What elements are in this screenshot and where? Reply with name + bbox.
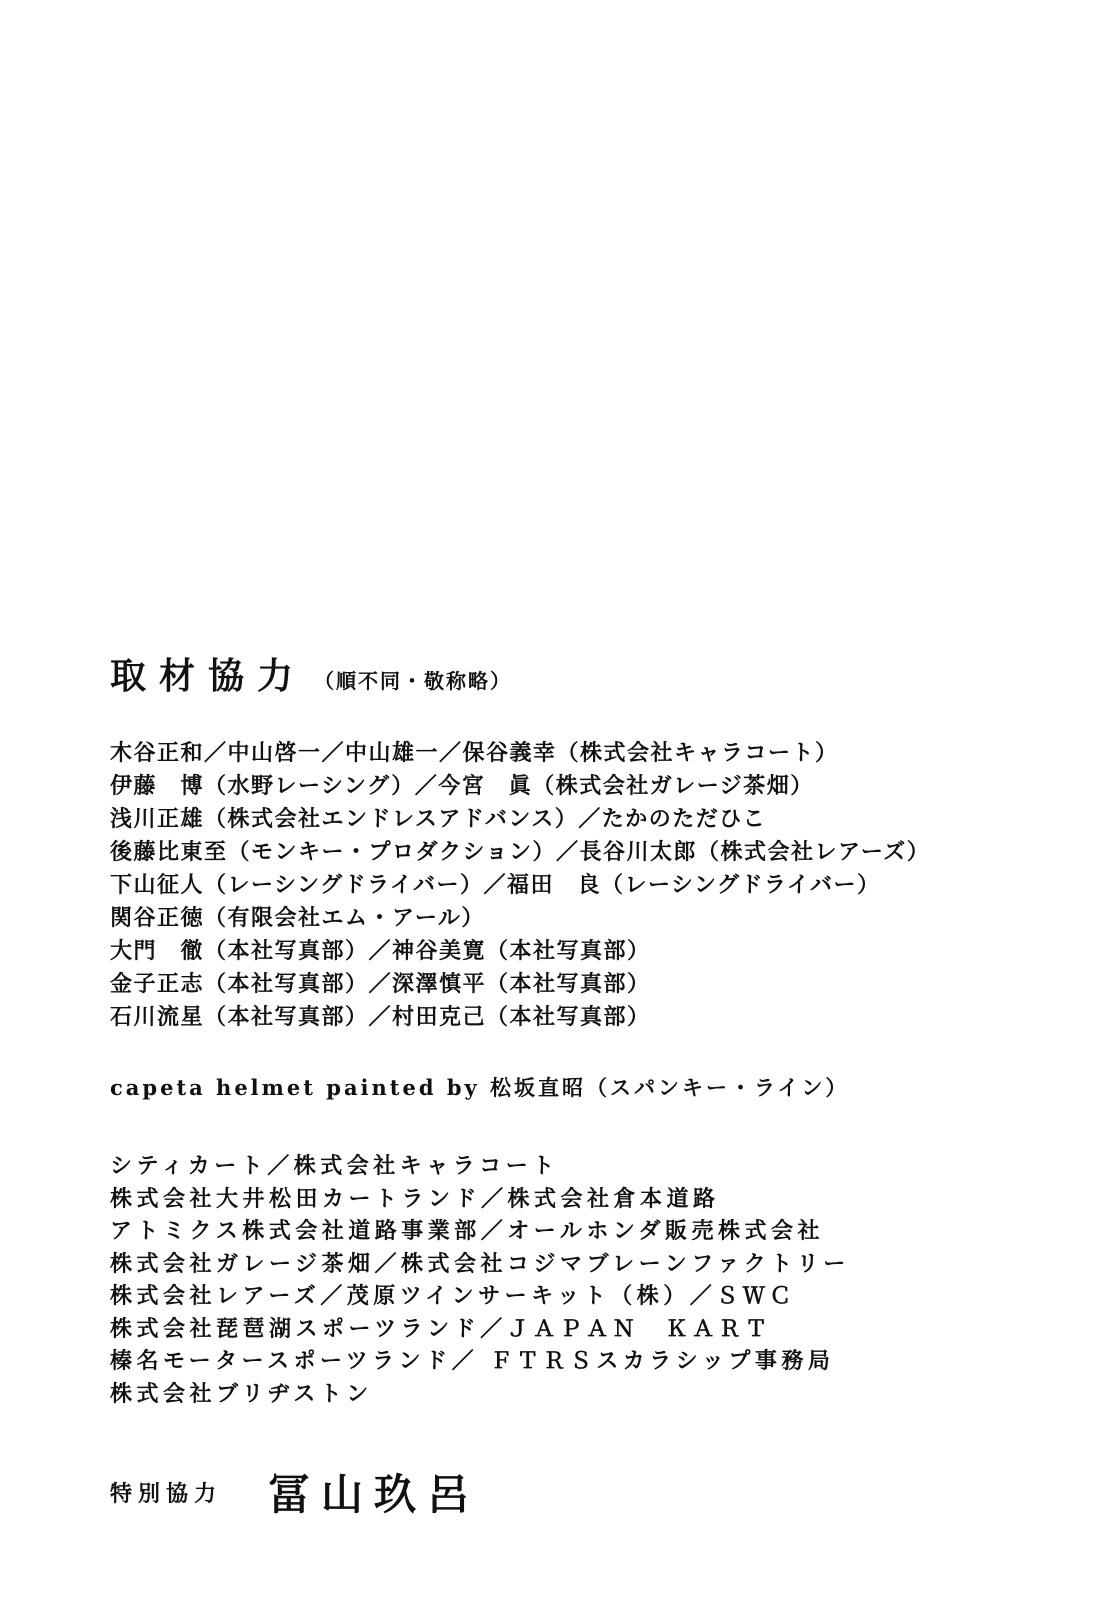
- company-line: シティカート／株式会社キャラコート: [110, 1153, 559, 1179]
- company-line: 株式会社ブリヂストン: [110, 1380, 373, 1407]
- credit-line: 金子正志（本社写真部）／深澤慎平（本社写真部）: [110, 971, 651, 997]
- heading-note: （順不同・敬称略）: [314, 669, 513, 693]
- credit-line: 関谷正徳（有限会社エム・アール）: [110, 905, 485, 931]
- credit-line: 伊藤 博（水野レーシング）／今宮 眞（株式会社ガレージ茶畑）: [110, 773, 814, 799]
- helmet-credit: capeta helmet painted by 松坂直昭（スパンキー・ライン）: [110, 1075, 850, 1100]
- section-heading: [110, 648, 1040, 699]
- credit-line: 大門 徹（本社写真部）／神谷美寛（本社写真部）: [110, 938, 651, 964]
- special-thanks-label: 特別協力: [110, 1480, 223, 1507]
- company-line: 株式会社琵琶湖スポーツランド／ＪＡＰＡＮ ＫＡＲＴ: [110, 1315, 772, 1342]
- credit-line: 浅川正雄（株式会社エンドレスアドバンス）／たかのただひこ: [110, 806, 767, 832]
- company-line: アトミクス株式会社道路事業部／オールホンダ販売株式会社: [110, 1218, 824, 1244]
- credit-line: 木谷正和／中山啓一／中山雄一／保谷義幸（株式会社キャラコート）: [110, 740, 839, 766]
- special-thanks: [110, 1462, 1040, 1522]
- company-line: 株式会社ガレージ茶畑／株式会社コジマブレーンファクトリー: [110, 1250, 850, 1277]
- special-thanks-name: 冨山玖呂: [268, 1470, 481, 1519]
- companies-list: [110, 1150, 1040, 1410]
- heading-title: 取材協力: [110, 655, 307, 697]
- company-line: 榛名モータースポーツランド／ ＦＴＲＳスカラシップ事務局: [110, 1348, 835, 1374]
- company-line: 株式会社大井松田カートランド／株式会社倉本道路: [110, 1185, 720, 1212]
- company-line: 株式会社レアーズ／茂原ツインサーキット（株）／ＳＷＣ: [110, 1283, 796, 1309]
- credits-content: [110, 648, 1040, 1522]
- credit-line: 石川流星（本社写真部）／村田克己（本社写真部）: [110, 1004, 651, 1030]
- names-list: [110, 737, 1040, 1034]
- credit-line: 後藤比東至（モンキー・プロダクション）／長谷川太郎（株式会社レアーズ）: [110, 839, 931, 865]
- credit-line: 下山征人（レーシングドライバー）／福田 良（レーシングドライバー）: [110, 872, 881, 898]
